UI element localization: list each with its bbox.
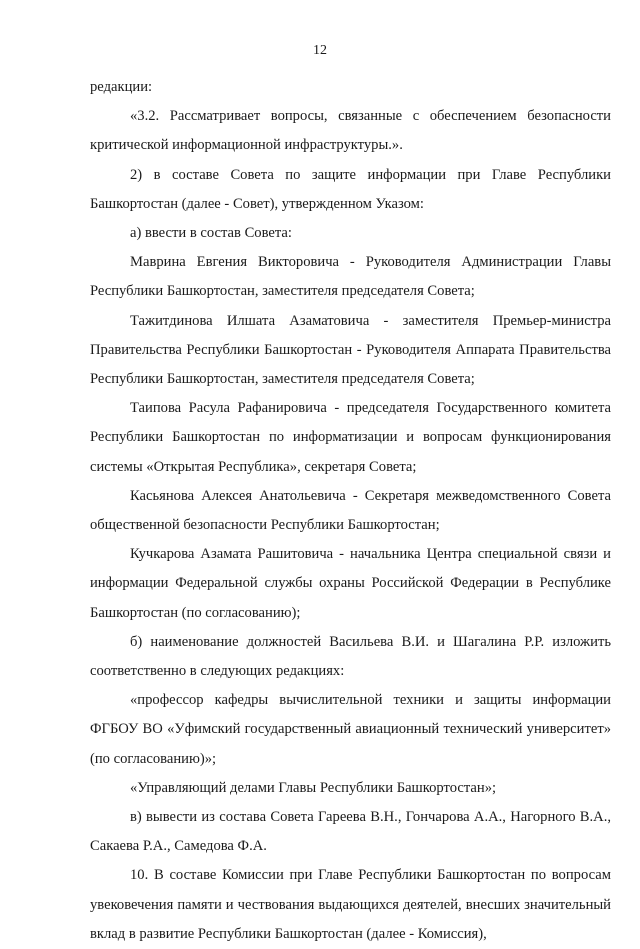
paragraph: б) наименование должностей Васильева В.И. и Шагалина Р.Р. изложить соответственно в следующих редакциях:: [90, 633, 611, 680]
paragraph: а) ввести в состав Совета:: [130, 225, 292, 242]
page-number: 12: [313, 43, 327, 58]
paragraph: 10. В составе Комиссии при Главе Республики Башкортостан по вопросам увековечения памяти и чествования выдающихся деятелей, внесших значительный вклад в развитие Республики Башкортостан (далее - Комиссия),: [90, 867, 611, 942]
paragraph: в) вывести из состава Совета Гареева В.Н., Гончарова А.А., Нагорного В.А., Сакаева Р.А., Самедова Ф.А.: [90, 809, 611, 855]
paragraph: Касьянова Алексея Анатольевича - Секретаря межведомственного Совета общественной безопасности Республики Башкортостан;: [90, 487, 611, 534]
paragraph: «профессор кафедры вычислительной техники и защиты информации ФГБОУ ВО «Уфимский государственный авиационный технический университет» (по согласованию)»;: [90, 692, 611, 767]
paragraph: Маврина Евгения Викторовича - Руководителя Администрации Главы Республики Башкортостан, заместителя председателя Совета;: [90, 254, 611, 300]
paragraph: Кучкарова Азамата Рашитовича - начальника Центра специальной связи и информации Федеральной службы охраны Российской Федерации в Республике Башкортостан (по согласованию);: [90, 546, 611, 621]
paragraph: Тажитдинова Илшата Азаматовича - заместителя Премьер-министра Правительства Республики Башкортостан - Руководителя Аппарата Правительства Республики Башкортостан, заместителя председателя Совета;: [90, 312, 611, 388]
paragraph: «3.2. Рассматривает вопросы, связанные с обеспечением безопасности критической информационной инфраструктуры.».: [90, 108, 611, 154]
paragraph: редакции:: [90, 79, 153, 95]
paragraph: 2) в составе Совета по защите информации при Главе Республики Башкортостан (далее - Совет), утвержденном Указом:: [90, 166, 611, 212]
paragraph: «Управляющий делами Главы Республики Башкортостан»;: [130, 779, 497, 796]
paragraph: Таипова Расула Рафанировича - председателя Государственного комитета Республики Башкортостан по информатизации и вопросам функционирования системы «Открытая Республика», секретаря Совета;: [90, 400, 611, 475]
document-body: [90, 73, 611, 949]
